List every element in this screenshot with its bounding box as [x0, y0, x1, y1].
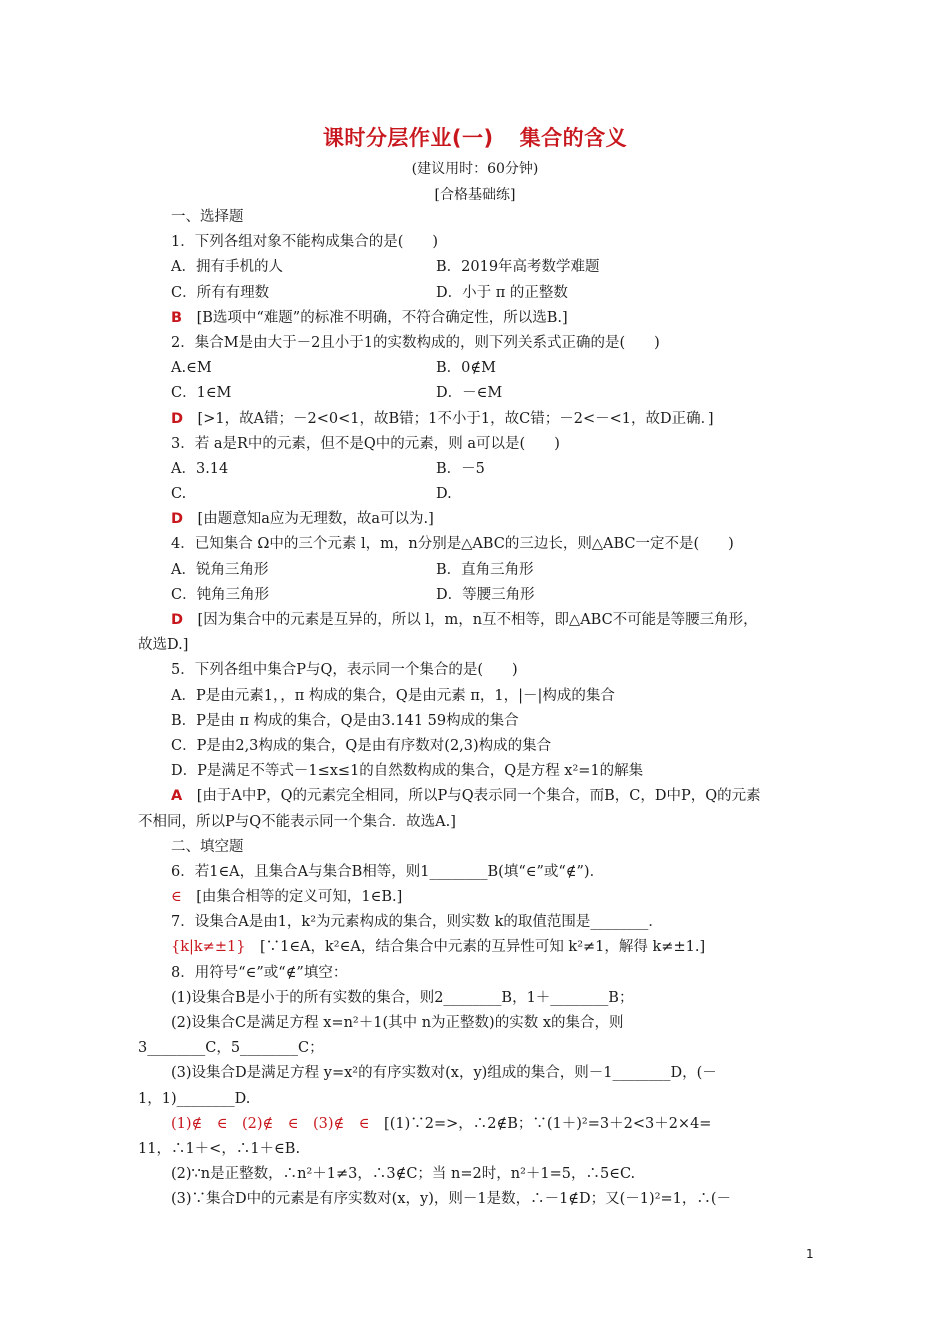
option-c: C．1∈M	[171, 385, 232, 402]
option-c: C．P是由2,3构成的集合，Q是由有序数对(2,3)构成的集合	[171, 737, 552, 754]
answer-key: ∈	[171, 889, 182, 906]
question-stem: 4．已知集合 Ω中的三个元素 l，m，n分别是△ABC的三边长，则△ABC一定不是( )	[171, 536, 734, 553]
answer-key: (1)∉ ∈ (2)∉ ∈ (3)∉ ∈	[171, 1115, 370, 1132]
explanation-continued: 故选D.]	[138, 637, 189, 654]
sub-question-2: (2)设集合C是满足方程 x=n²＋1(其中 n为正整数)的实数 x的集合，则	[171, 1015, 624, 1031]
question-stem: 5．下列各组中集合P与Q，表示同一个集合的是( )	[171, 662, 518, 679]
answer-key: A	[171, 788, 183, 805]
option-d: D.	[436, 486, 452, 503]
option-row	[138, 356, 816, 381]
answer-line	[138, 407, 816, 432]
answer-line	[138, 885, 816, 910]
option-b: B．P是由 π 构成的集合，Q是由3.141 59构成的集合	[171, 712, 519, 729]
option-row	[138, 482, 816, 507]
sub-question-3: (3)设集合D是满足方程 y=x²的有序实数对(x，y)组成的集合，则－1________D，(－	[171, 1065, 717, 1082]
explanation: [>1，故A错；－2<0<1，故B错；1不小于1，故C错；－2<－<1，故D正确．]	[197, 410, 714, 427]
option-b: B．0∉M	[436, 360, 496, 377]
question-stem: 3．若 a是R中的元素，但不是Q中的元素，则 a可以是( )	[171, 435, 560, 452]
answer-line	[138, 608, 816, 633]
option-d: D．P是满足不等式－1≤x≤1的自然数构成的集合，Q是方程 x²=1的解集	[171, 763, 644, 780]
explanation: [由集合相等的定义可知，1∈B.]	[196, 889, 403, 906]
section-heading: 二、填空题	[171, 838, 244, 855]
explanation: [由题意知a应为无理数，故a可以为.]	[197, 511, 434, 528]
answer-key: D	[171, 511, 184, 528]
title-main: 课时分层作业(一)	[322, 126, 494, 150]
option-row	[138, 583, 816, 608]
option-row	[138, 381, 816, 406]
option-c: C．钝角三角形	[171, 586, 270, 603]
question-stem: 1．下列各组对象不能构成集合的是( )	[171, 234, 439, 251]
document-body	[138, 205, 816, 1213]
option-d: D．等腰三角形	[436, 586, 535, 603]
explanation-part-2: (2)∵n是正整数，∴n²＋1≠3，∴3∉C；当 n=2时，n²＋1=5，∴5∈C.	[171, 1166, 636, 1183]
explanation-part-3: (3)∵集合D中的元素是有序实数对(x，y)，则－1是数，∴－1∉D；又(－1)²=1，∴(－	[171, 1191, 732, 1208]
answer-line	[138, 1112, 816, 1137]
explanation-continued: 11，∴1＋<，∴1＋∈B.	[138, 1140, 301, 1157]
option-a: A．锐角三角形	[171, 561, 269, 578]
explanation-continued: 不相同，所以P与Q不能表示同一个集合．故选A.]	[138, 813, 456, 830]
answer-key: D	[171, 612, 184, 628]
answer-key: B	[171, 309, 183, 326]
answer-key: D	[171, 410, 184, 427]
answer-line	[138, 784, 816, 809]
explanation: [(1)∵2=>，∴2∉B；∵(1＋)²=3＋2<3＋2×4=	[384, 1115, 712, 1132]
explanation: [∵1∈A，k²∈A，结合集合中元素的互异性可知 k²≠1，解得 k≠±1.]	[259, 939, 706, 956]
option-row	[138, 558, 816, 583]
answer-key: {k|k≠±1}	[171, 939, 246, 956]
question-stem: 8．用符号“∈”或“∉”填空：	[171, 964, 348, 981]
option-a: A．拥有手机的人	[171, 259, 283, 276]
option-d: D．小于 π 的正整数	[436, 284, 568, 301]
option-a: A．P是由元素1，，π 构成的集合，Q是由元素 π，1，|－|构成的集合	[171, 687, 615, 704]
option-row	[138, 281, 816, 306]
option-b: B．－5	[436, 460, 485, 477]
question-stem: 6．若1∈A，且集合A与集合B相等，则1________B(填“∈”或“∉”)．	[171, 863, 605, 880]
option-c: C．所有有理数	[171, 284, 270, 301]
option-a: A．3.14	[171, 460, 229, 477]
explanation: [B选项中“难题”的标准不明确，不符合确定性，所以选B.]	[196, 309, 568, 326]
sub-question-1: (1)设集合B是小于的所有实数的集合，则2________B，1＋________B；	[171, 989, 634, 1006]
level-label: [合格基础练]	[434, 187, 516, 203]
answer-line	[138, 306, 816, 331]
option-row	[138, 255, 816, 280]
suggested-time: (建议用时：60分钟)	[411, 161, 539, 177]
explanation: [由于A中P，Q的元素完全相同，所以P与Q表示同一个集合，而B，C，D中P，Q的元素	[196, 788, 761, 805]
option-row	[138, 457, 816, 482]
sub-question-2-continued: 3________C，5________C；	[138, 1040, 324, 1057]
sub-question-3-continued: 1，1)________D.	[138, 1090, 251, 1107]
question-stem: 7．设集合A是由1，k²为元素构成的集合，则实数 k的取值范围是________．	[171, 914, 663, 931]
title-topic: 集合的含义	[519, 126, 628, 150]
option-b: B．直角三角形	[436, 561, 534, 578]
option-a: A.∈M	[171, 360, 212, 377]
explanation: [因为集合中的元素是互异的，所以 l，m，n互不相等，即△ABC不可能是等腰三角形，	[197, 612, 758, 628]
option-d: D．－∈M	[436, 385, 503, 402]
option-c: C.	[171, 486, 187, 503]
page-title	[0, 122, 950, 152]
option-b: B．2019年高考数学难题	[436, 259, 600, 276]
answer-line	[138, 935, 816, 960]
question-stem: 2．集合M是由大于－2且小于1的实数构成的，则下列关系式正确的是( )	[171, 334, 660, 351]
section-heading: 一、选择题	[171, 209, 244, 225]
answer-line	[138, 507, 816, 532]
page-number: 1	[806, 1247, 814, 1261]
